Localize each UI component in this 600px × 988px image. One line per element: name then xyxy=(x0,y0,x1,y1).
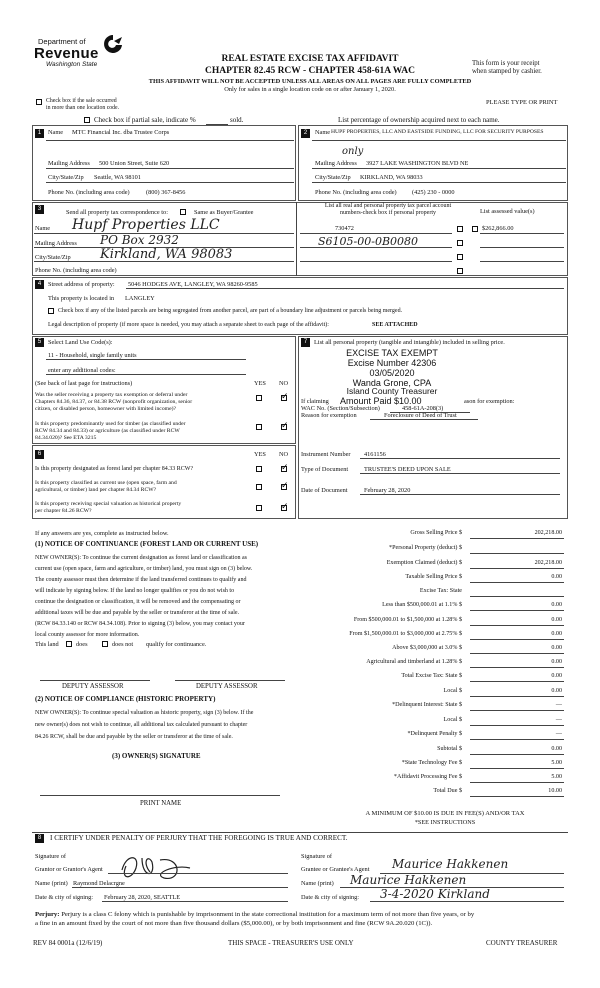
s6-q1: Is this property designated as forest land per chapter 84.33 RCW? xyxy=(35,466,194,472)
grantee-signature-label: Signature of xyxy=(301,853,332,860)
ownership-percentage-note: List percentage of ownership acquired next to each name. xyxy=(338,116,500,124)
continuance-line: additional taxes will be due and payable by the seller or transferor at the time of sale. xyxy=(35,610,240,616)
tax-row-line xyxy=(470,710,564,711)
tax-row-line xyxy=(470,681,564,682)
land-does-label: does xyxy=(76,641,88,648)
s6-q1-yes-checkbox[interactable] xyxy=(256,466,262,472)
property-city[interactable]: LANGLEY xyxy=(125,295,155,302)
tax-row-line xyxy=(470,739,564,740)
seller-mail-label: Mailing Address xyxy=(48,160,90,167)
correspondence-mail-label: Mailing Address xyxy=(35,240,77,247)
deputy-assessor-2: DEPUTY ASSESSOR xyxy=(196,683,258,690)
seller-name-label: Name xyxy=(48,129,64,136)
s6-q2-line2: agricultural, or timber) land per chapter 84.34 RCW? xyxy=(35,487,157,493)
tax-row-line xyxy=(470,796,564,797)
legal-description-label: Legal description of property (if more space is needed, you may attach a separate sheet to each page of the affidavit): xyxy=(48,322,329,328)
tax-row-label: *State Technology Fee $ xyxy=(401,760,462,766)
section-6-number: 6 xyxy=(35,450,44,459)
seller-name[interactable]: MTC Financial Inc. dba Trustee Corps xyxy=(72,129,170,136)
land-use-code[interactable]: 11 - Household, single family units xyxy=(48,352,137,359)
logo-dept: Department of xyxy=(38,37,86,46)
s5-q2-line1: Is this property predominantly used for timber (as classified under xyxy=(35,421,186,427)
tax-row-line xyxy=(470,625,564,626)
perjury-line-1 xyxy=(35,911,474,919)
tax-row-label: From $1,500,000.01 to $3,000,000 at 2.75% $ xyxy=(349,631,462,637)
tax-row-value[interactable]: 202,218.00 xyxy=(534,560,562,566)
historic-line: 84.26 RCW, shall be due and payable by the seller or transferor at the time of sale. xyxy=(35,734,233,740)
s6-q2-no-checkbox[interactable] xyxy=(281,484,287,490)
tax-row-line xyxy=(470,568,564,569)
tax-row-line xyxy=(470,639,564,640)
form-subtitle: Only for sales in a single location code on or after January 1, 2020. xyxy=(224,86,396,93)
legal-description[interactable]: SEE ATTACHED xyxy=(372,322,418,328)
s6-q3-no-checkbox[interactable] xyxy=(281,505,287,511)
grantee-name[interactable]: Maurice Hakkenen xyxy=(350,873,467,887)
same-as-buyer-label: Same as Buyer/Grantee xyxy=(194,209,254,216)
s6-q3-line2: per chapter 84.26 RCW? xyxy=(35,508,92,514)
claiming-label: If claiming xyxy=(301,398,329,405)
grantee-date[interactable]: 3-4-2020 Kirkland xyxy=(380,887,490,901)
stamp-date: 03/05/2020 xyxy=(369,368,415,378)
buyer-mail-label: Mailing Address xyxy=(315,160,357,167)
s5-q1-yes-checkbox[interactable] xyxy=(256,395,262,401)
correspondence-city[interactable]: Kirkland, WA 98083 xyxy=(100,247,233,262)
seller-phone-label: Phone No. (including area code) xyxy=(48,189,130,196)
see-instructions-note: *SEE INSTRUCTIONS xyxy=(414,819,476,826)
parcel-list-header-1: List all real and personal property tax parcel account xyxy=(324,203,452,209)
grantor-name-label: Name (print) xyxy=(35,880,68,887)
tax-row-label: *Delinquent Penalty $ xyxy=(407,731,462,737)
receipt-note-1: This form is your receipt xyxy=(472,60,540,67)
tax-row-value[interactable]: 10.00 xyxy=(548,788,562,794)
tax-row-value[interactable]: 0.00 xyxy=(551,602,562,608)
logo-emblem-icon xyxy=(102,33,124,57)
land-does-not-label: does not xyxy=(112,641,134,648)
tax-row-label: Local $ xyxy=(443,717,462,723)
buyer-phone[interactable]: (425) 230 - 0000 xyxy=(412,189,455,196)
multi-location-label-1: Check box if the sale occurred xyxy=(46,98,117,104)
continuance-line: NEW OWNER(S): To continue the current designation as forest land or classification as xyxy=(35,555,247,561)
section-2-number: 2 xyxy=(301,129,310,138)
segregated-parcel-label: Check box if any of the listed parcels are being segregated from another parcel, are part of a boundary line adjustment or parcels being merged. xyxy=(58,308,403,314)
owner-signature-title: (3) OWNER(S) SIGNATURE xyxy=(112,752,201,760)
s6-q2-yes-checkbox[interactable] xyxy=(256,484,262,490)
qualify-label: qualify for continuance. xyxy=(146,641,207,648)
tax-row-line xyxy=(470,754,564,755)
historic-title: (2) NOTICE OF COMPLIANCE (HISTORIC PROPERTY) xyxy=(35,695,216,703)
assessed-value-1[interactable]: $262,866.00 xyxy=(482,225,514,232)
section-7-number: 7 xyxy=(301,338,310,347)
buyer-city[interactable]: KIRKLAND, WA 98033 xyxy=(360,174,423,181)
grantee-signature[interactable]: Maurice Hakkenen xyxy=(392,857,509,871)
document-date[interactable]: February 28, 2020 xyxy=(364,487,411,494)
buyer-name[interactable]: HUPF PROPERTIES, LLC AND EASTSIDE FUNDING, LLC FOR SECURITY PURPOSES xyxy=(331,129,544,135)
section-5-number: 5 xyxy=(35,338,44,347)
continuance-line: continue the designation or classification, it will be removed and the compensating or xyxy=(35,599,241,605)
correspondence-name-label: Name xyxy=(35,225,51,232)
tax-row-value[interactable]: 0.00 xyxy=(551,673,562,679)
segregated-parcel-checkbox[interactable] xyxy=(48,308,54,314)
grantor-name[interactable]: Raymond Delacrgne xyxy=(73,880,125,887)
grantor-signature-label: Signature of xyxy=(35,853,66,860)
s5-q1-line2: Chapters 84.36, 84.37, or 84.38 RCW (nonprofit organization, senior xyxy=(35,399,193,405)
same-as-buyer-checkbox[interactable] xyxy=(180,209,186,215)
grantor-signature-icon[interactable] xyxy=(112,848,202,888)
tax-row-value[interactable]: 5.00 xyxy=(551,774,562,780)
document-type-label: Type of Document xyxy=(301,466,349,473)
tax-row-label: Excise Tax: State xyxy=(419,588,462,594)
tax-row-line xyxy=(470,782,564,783)
wac-value[interactable]: 458-61A-208(3) xyxy=(402,405,444,412)
tax-row-line xyxy=(470,553,564,554)
s5-q2-line2: RCW 84.34 and 84.33) or agriculture (as classified under RCW xyxy=(35,428,180,434)
treasurer-use-only: THIS SPACE - TREASURER'S USE ONLY xyxy=(228,939,354,947)
multi-location-checkbox[interactable] xyxy=(36,99,42,105)
tax-row-value[interactable]: 5.00 xyxy=(551,760,562,766)
continuance-line: current use (open space, farm and agriculture, or timber) land, you must sign on (3) below. xyxy=(35,566,253,572)
tax-row-line xyxy=(470,653,564,654)
reason-label: Reason for exemption xyxy=(301,412,357,419)
s5-q1-line1: Was the seller receiving a property tax exemption or deferral under xyxy=(35,392,188,398)
tax-row-value[interactable]: 202,218.00 xyxy=(534,530,562,536)
buyer-mail[interactable]: 3927 LAKE WASHINGTON BLVD NE xyxy=(366,160,469,167)
s5-q2-no-checkbox[interactable] xyxy=(281,424,287,430)
stamp-exempt: EXCISE TAX EXEMPT xyxy=(346,348,438,358)
send-correspondence-label: Send all property tax correspondence to: xyxy=(66,209,168,216)
tax-row-value[interactable]: 0.00 xyxy=(551,688,562,694)
grantor-date[interactable]: February 28, 2020, SEATTLE xyxy=(104,894,181,901)
tax-row-line xyxy=(470,768,564,769)
partial-sale-label: Check box if partial sale, indicate % xyxy=(94,116,196,124)
correspondence-phone-label: Phone No. (including area code) xyxy=(35,267,117,274)
street-address[interactable]: 5046 HODGES AVE, LANGLEY, WA 98260-9585 xyxy=(128,281,258,288)
s6-no-header: NO xyxy=(279,451,289,458)
tax-row-label: Exemption Claimed (deduct) $ xyxy=(386,560,462,566)
tax-row-label: Agricultural and timberland at 1.28% $ xyxy=(366,659,462,665)
deputy-assessor-1: DEPUTY ASSESSOR xyxy=(62,683,124,690)
additional-codes-label: enter any additional codes: xyxy=(48,367,116,374)
document-type[interactable]: TRUSTEE'S DEED UPON SALE xyxy=(364,466,451,473)
tax-row-label: *Personal Property (deduct) $ xyxy=(389,545,462,551)
street-address-label: Street address of property: xyxy=(48,281,115,288)
property-located-label: This property is located in xyxy=(48,295,115,302)
partial-sale-checkbox[interactable] xyxy=(84,117,90,123)
tax-row-line xyxy=(470,667,564,668)
s6-q1-no-checkbox[interactable] xyxy=(281,466,287,472)
tax-row-label: Taxable Selling Price $ xyxy=(405,574,462,580)
tax-row-line xyxy=(470,610,564,611)
s6-yes-header: YES xyxy=(254,451,266,458)
tax-row-value[interactable]: 0.00 xyxy=(551,631,562,637)
personal-property-title: List all personal property (tangible and intangible) included in selling price. xyxy=(314,339,505,346)
grantee-date-label: Date & city of signing: xyxy=(301,894,360,901)
copy-label: COUNTY TREASURER xyxy=(486,939,558,947)
seller-phone[interactable]: (800) 367-8456 xyxy=(146,189,186,196)
parcel-list-header-2: numbers-check box if personal property xyxy=(340,210,436,216)
tax-row-label: Total Excise Tax: State $ xyxy=(401,673,462,679)
s6-q3-yes-checkbox[interactable] xyxy=(256,505,262,511)
perjury-text-2: a fine in an amount fixed by the court of not more than five thousand dollars ($5,000.00), or by both imprisonment and fine (RCW 9A.20.020 (1C)). xyxy=(35,920,433,927)
receipt-note-2: when stamped by cashier. xyxy=(472,68,542,75)
land-does-checkbox[interactable] xyxy=(66,641,72,647)
tax-row-label: *Delinquent Interest: State $ xyxy=(392,702,462,708)
stamp-treasurer-name: Wanda Grone, CPA xyxy=(352,378,432,388)
tax-row-value[interactable]: — xyxy=(555,702,562,708)
multi-location-label-2: in more than one location code. xyxy=(46,105,120,111)
parcel-2-personal-checkbox[interactable] xyxy=(457,240,463,246)
stamp-amount-paid: Amount Paid $10.00 xyxy=(340,396,422,406)
document-date-label: Date of Document xyxy=(301,487,348,494)
tax-row-label: Less than $500,000.01 at 1.1% $ xyxy=(382,602,462,608)
tax-row-line xyxy=(470,596,564,597)
stamp-excise-number: Excise Number 42306 xyxy=(347,358,437,368)
grantor-date-label: Date & city of signing: xyxy=(35,894,94,901)
tax-row-value[interactable]: 0.00 xyxy=(551,617,562,623)
reason-value[interactable]: Foreclosure of Deed of Trust xyxy=(384,412,457,419)
parcel-4-personal-checkbox[interactable] xyxy=(457,268,463,274)
s6-q2-line1: Is this property classified as current use (open space, farm and xyxy=(35,480,177,486)
type-or-print: PLEASE TYPE OR PRINT xyxy=(486,99,558,106)
minimum-fee-note: A MINIMUM OF $10.00 IS DUE IN FEE(S) AND/OR TAX xyxy=(365,810,525,817)
seller-city-label: City/State/Zip xyxy=(48,174,84,181)
this-land-label: This land xyxy=(35,641,59,648)
tax-row-label: Above $3,000,000 at 3.0% $ xyxy=(392,645,462,651)
logo-state: Washington State xyxy=(46,61,98,68)
buyer-phone-label: Phone No. (including area code) xyxy=(315,189,397,196)
s6-q3-line1: Is this property receiving special valuation as historical property xyxy=(35,501,182,507)
form-title: REAL ESTATE EXCISE TAX AFFIDAVIT xyxy=(221,54,399,64)
land-use-title: Select Land Use Code(s): xyxy=(48,339,113,346)
tax-row-value[interactable]: 0.00 xyxy=(551,574,562,580)
s5-q1-no-checkbox[interactable] xyxy=(281,395,287,401)
tax-row-label: Subtotal $ xyxy=(437,746,462,752)
tax-row-label: *Affidavit Processing Fee $ xyxy=(393,774,462,780)
section-3-number: 3 xyxy=(35,205,44,214)
tax-row-line xyxy=(470,582,564,583)
grantee-agent-label: Grantee or Grantee's Agent xyxy=(301,866,370,873)
tax-row-label: Gross Selling Price $ xyxy=(410,530,462,536)
tax-row-line xyxy=(470,538,564,539)
parcel-1-personal-checkbox[interactable] xyxy=(457,226,463,232)
s5-yes-header: YES xyxy=(254,380,266,387)
correspondence-mail[interactable]: PO Box 2932 xyxy=(100,233,179,247)
assessed-value-header: List assessed value(s) xyxy=(480,208,535,215)
form-warning: THIS AFFIDAVIT WILL NOT BE ACCEPTED UNLESS ALL AREAS ON ALL PAGES ARE FULLY COMPLETED xyxy=(148,78,472,85)
historic-line: new owner(s) does not wish to continue, all additional tax calculated pursuant to chapter xyxy=(35,722,248,728)
continuance-line: The county assessor must then determine if the land transferred continues to qualify and xyxy=(35,577,247,583)
correspondence-name[interactable]: Hupf Properties LLC xyxy=(72,217,220,233)
parcel-3-personal-checkbox[interactable] xyxy=(457,254,463,260)
buyer-only-handwritten: only xyxy=(342,146,364,157)
continuance-title: (1) NOTICE OF CONTINUANCE (FOREST LAND OR CURRENT USE) xyxy=(35,540,259,548)
logo-name: Revenue xyxy=(34,45,99,62)
if-yes-note: If any answers are yes, complete as instructed below. xyxy=(35,530,169,537)
instrument-number-label: Instrument Number xyxy=(301,451,351,458)
historic-line: NEW OWNER(S): To continue special valuation as historic property, sign (3) below. If the xyxy=(35,710,254,716)
perjury-text-1: Perjury is a class C felony which is punishable by imprisonment in the state correctional institution for a maximum term of not more than five years, or by xyxy=(61,911,475,918)
parcel-1[interactable]: 730472 xyxy=(335,225,354,232)
form-number: REV 84 0001a (12/6/19) xyxy=(33,939,103,947)
tax-row-label: From $500,000.01 to $1,500,000 at 1.28% $ xyxy=(353,617,462,623)
continuance-line: (RCW 84.33.140 or RCW 84.34.108). Prior to signing (3) below, you may contact your xyxy=(35,621,245,627)
buyer-city-label: City/State/Zip xyxy=(315,174,351,181)
tax-row-value[interactable]: 0.00 xyxy=(551,746,562,752)
value-1-checkbox[interactable] xyxy=(472,226,478,232)
land-use-instructions: (See back of last page for instructions) xyxy=(35,380,133,387)
certify-statement: I CERTIFY UNDER PENALTY OF PERJURY THAT THE FOREGOING IS TRUE AND CORRECT. xyxy=(50,834,348,842)
tax-row-value[interactable]: — xyxy=(555,717,562,723)
section-4-number: 4 xyxy=(35,280,44,289)
section-8-number: 8 xyxy=(35,834,44,843)
section-1-number: 1 xyxy=(35,129,44,138)
parcel-2[interactable]: S6105-00-0B0080 xyxy=(318,235,419,248)
tax-row-value[interactable]: 0.00 xyxy=(551,645,562,651)
buyer-name-label: Name xyxy=(315,129,331,136)
print-name-label: PRINT NAME xyxy=(140,800,182,807)
tax-row-value[interactable]: — xyxy=(555,731,562,737)
continuance-line: local county assessor for more information. xyxy=(35,632,140,638)
s5-q2-line3: 84.34.020)? See ETA 3215 xyxy=(35,435,97,441)
land-does-not-checkbox[interactable] xyxy=(102,641,108,647)
exemption-reason-label: ason for exemption: xyxy=(464,398,515,405)
partial-sold-label: sold. xyxy=(230,116,244,124)
continuance-line: will indicate by signing below. If the land no longer qualifies or you do not wish to xyxy=(35,588,235,594)
s5-no-header: NO xyxy=(279,380,289,387)
seller-mail[interactable]: 500 Union Street, Suite 620 xyxy=(99,160,170,167)
tax-row-label: Total Due $ xyxy=(433,788,462,794)
tax-row-label: Local $ xyxy=(443,688,462,694)
grantor-agent-label: Grantor or Grantor's Agent xyxy=(35,866,103,873)
tax-row-line xyxy=(470,696,564,697)
perjury-label: Perjury: xyxy=(35,911,60,918)
instrument-number[interactable]: 4161156 xyxy=(364,451,386,458)
grantee-name-label: Name (print) xyxy=(301,880,334,887)
tax-row-line xyxy=(470,725,564,726)
correspondence-city-label: City/State/Zip xyxy=(35,254,71,261)
form-chapter: CHAPTER 82.45 RCW - CHAPTER 458-61A WAC xyxy=(205,66,415,76)
wac-label: WAC No. (Section/Subsection) xyxy=(301,405,380,412)
s5-q2-yes-checkbox[interactable] xyxy=(256,424,262,430)
seller-city[interactable]: Seattle, WA 98101 xyxy=(94,174,141,181)
s5-q1-line3: citizen, or disabled person, homeowner with limited income)? xyxy=(35,406,177,412)
tax-row-value[interactable]: 0.00 xyxy=(551,659,562,665)
stamp-treasurer-title: Island County Treasurer xyxy=(346,386,438,396)
